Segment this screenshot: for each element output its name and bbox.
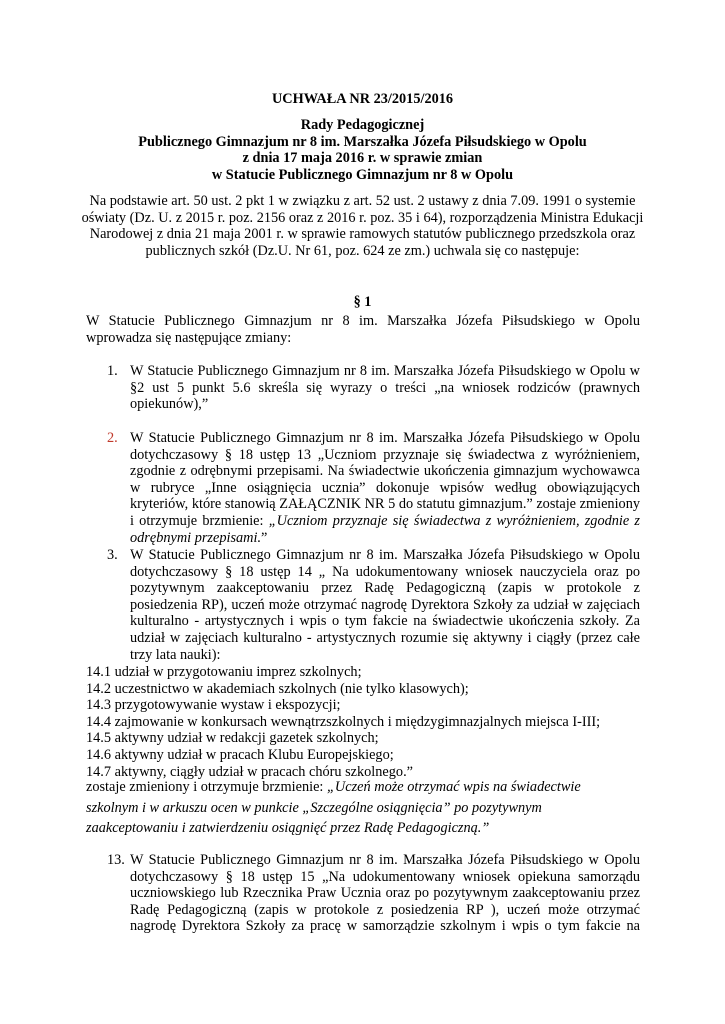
subitem: 14.7 aktywny, ciągły udział w pracach chóru szkolnego.”	[86, 763, 413, 780]
outro-lead: zostaje zmieniony i otrzymuje brzmienie:	[86, 779, 327, 795]
list-item-1	[107, 363, 640, 413]
resolution-title: UCHWAŁA NR 23/2015/2016	[271, 91, 454, 107]
outro-italic: „Uczeń może otrzymać wpis na świadectwie	[326, 779, 581, 795]
subitems-list	[86, 664, 646, 780]
outro	[86, 779, 646, 837]
resolution-subtitle	[0, 117, 725, 183]
list-item-number: 13.	[107, 852, 125, 868]
list-item-2	[107, 430, 640, 546]
list-item-number: 2.	[107, 430, 118, 446]
outro-italic: zaakceptowaniu i zatwierdzeniu osiągnięć przez Radę Pedagogiczną.”	[86, 820, 490, 837]
subitem: 14.1 udział w przygotowaniu imprez szkolnych;	[86, 664, 362, 680]
subitem: 14.4 zajmowanie w konkursach wewnątrzszkolnych i międzygimnazjalnych miejsca I-III;	[86, 713, 601, 730]
list-item-3	[107, 547, 640, 663]
preamble: Na podstawie art. 50 ust. 2 pkt 1 w związku z art. 52 ust. 2 ustawy z dnia 7.09. 1991 o systemie oświaty (Dz. U. z 2015 r. poz. 2156 oraz z 2016 r. poz. 35 i 64), rozporządzenia Ministra Edukacji Narodowej z dnia 21 maja 2001 r. w sprawie ramowych statutów publicznego przedszkola oraz publicznych szkół (Dz.U. Nr 61, poz. 624 ze zm.) uchwala się co następuje:	[81, 193, 644, 259]
list-item-text: W Statucie Publicznego Gimnazjum nr 8 im. Marszałka Józefa Piłsudskiego w Opolu dotychczasowy § 18 ustęp 15 „Na udokumentowany wniosek opiekuna samorządu uczniowskiego lub Rzecznika Praw Ucznia oraz po pozytywnym zaakceptowaniu przez Radę Pedagogiczną (zapis w protokole z posiedzenia RP ), uczeń może otrzymać nagrodę Dyrektora Szkoły za pracę w samorządzie szkolnym i wpis o tym fakcie na	[130, 852, 640, 935]
subtitle-line: z dnia 17 maja 2016 r. w sprawie zmian	[242, 150, 483, 167]
subitem: 14.5 aktywny udział w redakcji gazetek szkolnych;	[86, 730, 379, 747]
list-item-text	[130, 430, 640, 546]
list-item-13	[107, 852, 640, 935]
subtitle-line: Publicznego Gimnazjum nr 8 im. Marszałka Józefa Piłsudskiego w Opolu	[138, 133, 587, 150]
list-item-text: W Statucie Publicznego Gimnazjum nr 8 im. Marszałka Józefa Piłsudskiego w Opolu w §2 ust 5 punkt 5.6 skreśla się wyrazy o treści „na wniosek rodziców (prawnych opiekunów),”	[130, 363, 640, 413]
subitem: 14.2 uczestnictwo w akademiach szkolnych (nie tylko klasowych);	[86, 680, 469, 697]
intro-text: W Statucie Publicznego Gimnazjum nr 8 im. Marszałka Józefa Piłsudskiego w Opolu wprowadza się następujące zmiany:	[86, 313, 640, 346]
item-italic-text: „Uczniom przyznaje się świadectwa z wyróżnieniem, zgodnie z odrębnymi przepisami.	[130, 512, 640, 546]
item-text: W Statucie Publicznego Gimnazjum nr 8 im. Marszałka Józefa Piłsudskiego w Opolu dotychczasowy § 18 ustęp 13 „Uczniom przyznaje się świadectwa z wyróżnieniem, zgodnie z odrębnymi przepisami. Na świadectwie ukończenia gimnazjum wychowawca w rubryce „Inne osiągnięcia ucznia” dokonuje wpisów według obowiązujących kryteriów, które stanowią ZAŁĄCZNIK NR 5 do statutu gimnazjum.” zostaje zmieniony i otrzymuje brzmienie:	[130, 430, 640, 529]
list-item-number: 1.	[107, 363, 118, 379]
list-item-number: 3.	[107, 547, 118, 563]
subitem: 14.6 aktywny udział w pracach Klubu Europejskiego;	[86, 746, 394, 763]
subitem: 14.3 przygotowywanie wystaw i ekspozycji;	[86, 697, 341, 714]
list-item-text: W Statucie Publicznego Gimnazjum nr 8 im. Marszałka Józefa Piłsudskiego w Opolu dotychczasowy § 18 ustęp 14 „ Na udokumentowany wniosek nauczyciela oraz po pozytywnym zaakceptowaniu przez Radę Pedagogiczną (zapis w protokole z posiedzenia RP), uczeń może otrzymać nagrodę Dyrektora Szkoły za udział w zajęciach kulturalno - artystycznych i wpis o tym fakcie na świadectwie ukończenia szkoły. Za udział w zajęciach kulturalno - artystycznych rozumie się aktywny i ciągły (przez całe trzy lata nauki):	[130, 547, 640, 663]
outro-italic: szkolnym i w arkuszu ocen w punkcie „Szczególne osiągnięcia” po pozytywnym	[86, 799, 542, 816]
paragraph-title: § 1	[353, 294, 372, 310]
item-tail: ”	[261, 529, 268, 546]
subtitle-line: w Statucie Publicznego Gimnazjum nr 8 w Opolu	[211, 166, 514, 183]
subtitle-line: Rady Pedagogicznej	[300, 117, 425, 133]
